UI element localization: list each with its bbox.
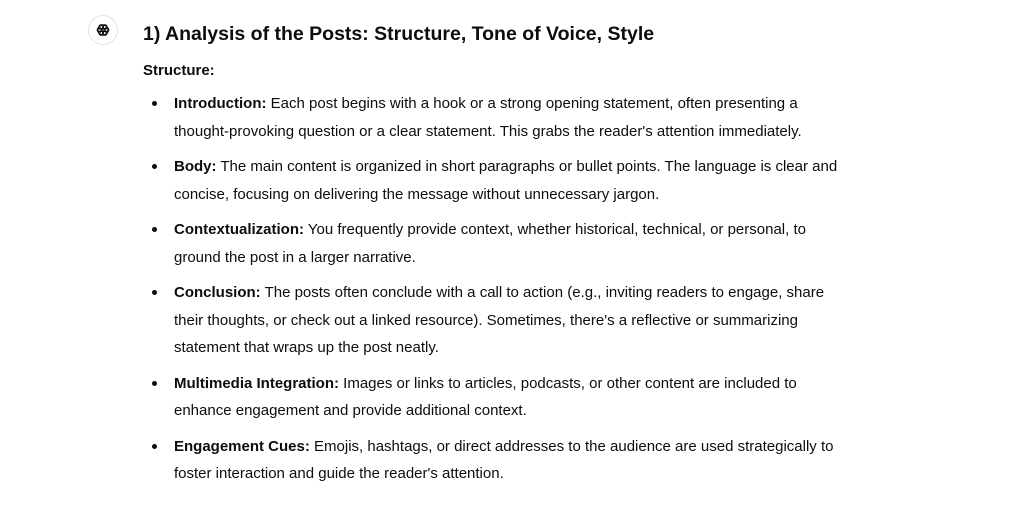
list-item: [143, 216, 853, 271]
list-item-term: Engagement Cues:: [174, 437, 310, 455]
message-heading: 1) Analysis of the Posts: Structure, Tone of Voice, Style: [143, 23, 655, 45]
bullet-icon: [152, 227, 157, 232]
assistant-avatar: [88, 15, 118, 45]
list-item: [143, 433, 853, 488]
structure-list: [143, 90, 853, 488]
list-item-term: Introduction:: [174, 95, 267, 112]
list-item-term: Contextualization:: [174, 221, 304, 238]
bullet-icon: [152, 290, 157, 295]
bullet-icon: [152, 444, 157, 449]
bullet-icon: [152, 101, 157, 106]
list-item-text: You frequently provide context, whether historical, technical, or personal, to ground the post in a larger narrative.: [174, 221, 806, 266]
bullet-icon: [152, 164, 157, 169]
list-item: [143, 153, 853, 208]
list-item-text: Each post begins with a hook or a strong opening statement, often presenting a thought-provoking question or a clear statement. This grabs the reader's attention immediately.: [174, 95, 802, 140]
list-item: [143, 279, 853, 362]
list-item-text: The posts often conclude with a call to action (e.g., inviting readers to engage, share their thoughts, or check out a linked resource). Sometimes, there's a reflective or summarizing statement that wraps up the post neatly.: [174, 284, 825, 356]
list-item: [143, 90, 853, 145]
openai-logo-icon: [93, 20, 113, 40]
list-item-term: Body:: [174, 158, 217, 175]
list-item-term: Conclusion:: [174, 284, 261, 301]
section-title: Structure:: [143, 62, 215, 79]
list-item-text: Emojis, hashtags, or direct addresses to the audience are used strategically to foster interaction and guide the reader's attention.: [174, 437, 834, 482]
list-item: [143, 370, 853, 425]
list-item-text: The main content is organized in short paragraphs or bullet points. The language is clear and concise, focusing on delivering the message without unnecessary jargon.: [174, 158, 838, 203]
list-item-term: Multimedia Integration:: [174, 374, 339, 392]
bullet-icon: [152, 381, 157, 386]
list-item-text: Images or links to articles, podcasts, or other content are included to enhance engagement and provide additional context.: [174, 374, 797, 419]
assistant-message: [143, 20, 853, 496]
